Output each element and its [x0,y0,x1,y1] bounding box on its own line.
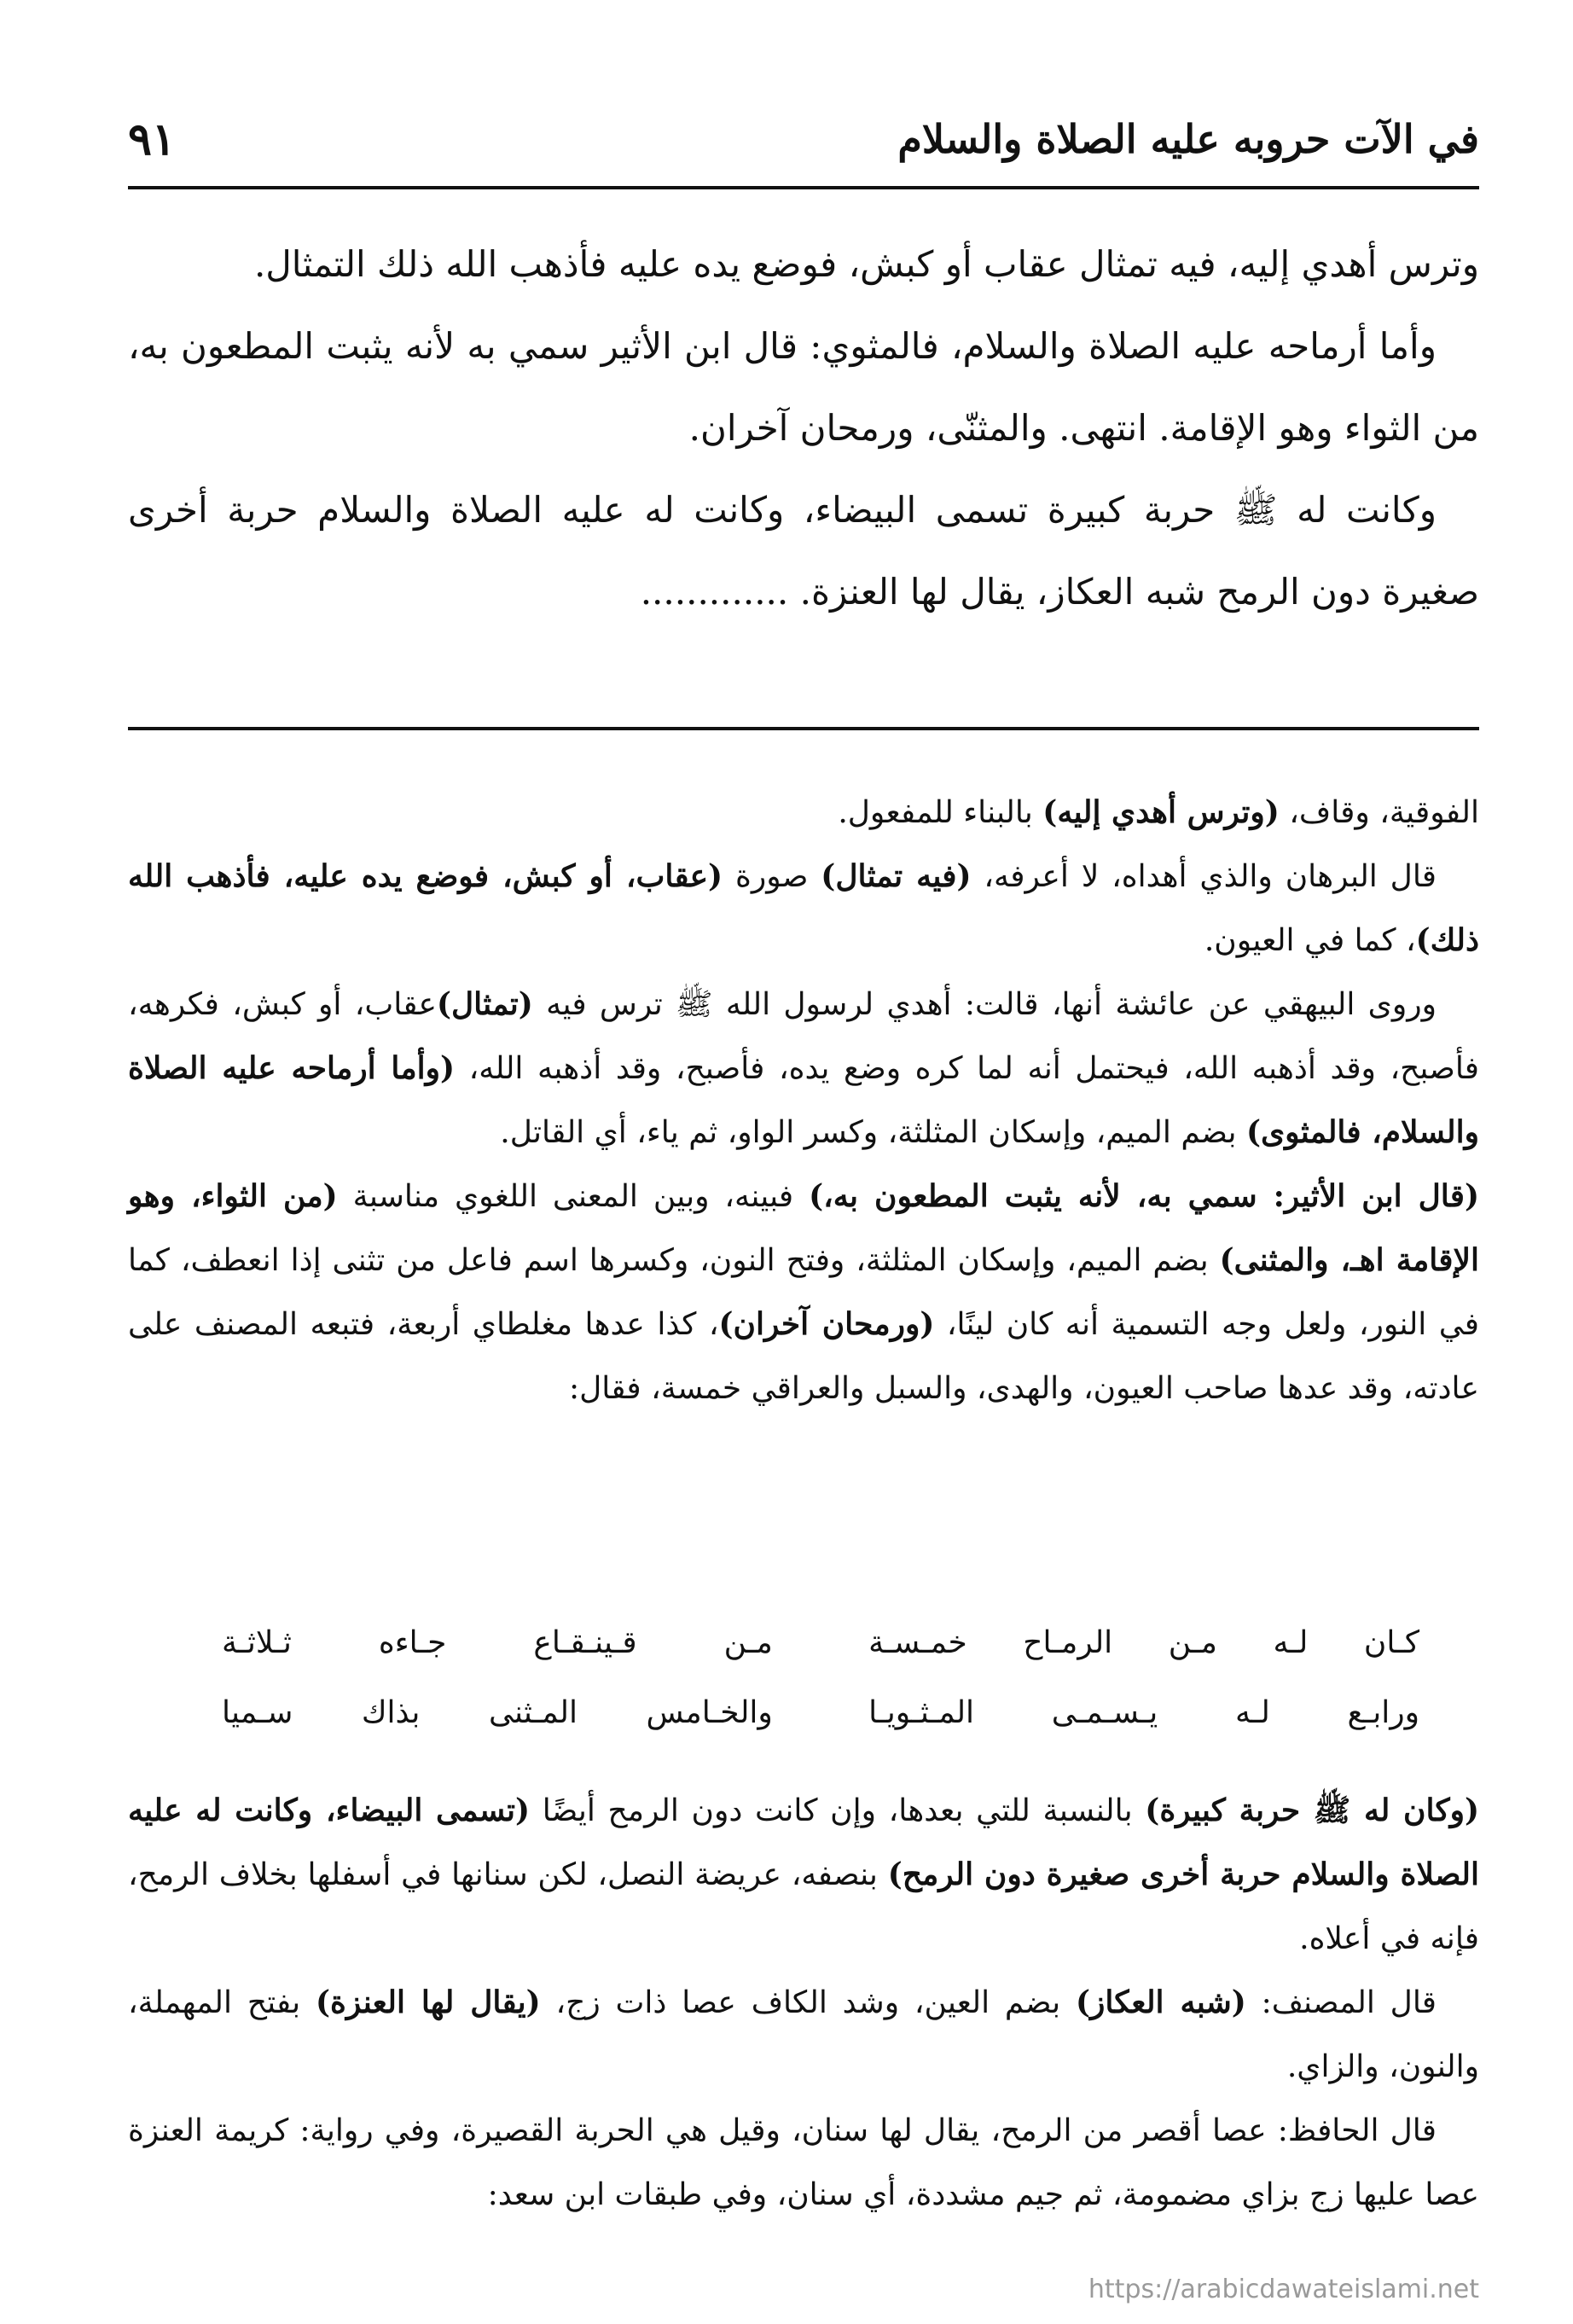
separator-rule [128,727,1479,730]
page-number: ٩١ [128,113,176,166]
commentary-paragraph [128,1971,1479,2099]
header-rule [128,186,1479,189]
commentary-text: الفوقية، وقاف، [1279,795,1479,830]
commentary-text: بفتح المهملة، والنون، والزاي. [128,1985,1479,2084]
commentary-text: قال الحافظ: عصا أقصر من الرمح، يقال لها سنان، وقيل هي الحربة القصيرة، وفي رواية: كريمة العنزة عصا عليها زج بزاي مضمومة، ثم جيم مشددة، أي سنان، وفي طبقات ابن سعد: [128,2113,1479,2212]
commentary-paragraph [128,2099,1479,2227]
quoted-matn: (من الثواء، وهو الإقامة اهـ، والمثنى) [128,1178,1479,1278]
running-title: في الآت حروبه عليه الصلاة والسلام [897,116,1479,162]
commentary-text: فبينه، وبين المعنى اللغوي مناسبة [337,1179,810,1214]
quoted-matn: (تسمى البيضاء، وكانت له عليه الصلاة والسلام حربة أخرى صغيرة دون الرمح) [128,1792,1479,1892]
quoted-matn: (تمثال) [436,986,533,1022]
commentary-text: قال البرهان والذي أهداه، لا أعرفه، [971,859,1437,894]
commentary-text: ، كما في العيون. [1204,923,1416,958]
poem-hemistich-first: ورابـع لـه يـسـمـى المـثـويـا [868,1695,1419,1730]
quoted-matn: (ورمحان آخران) [718,1306,935,1342]
quoted-matn: (وترس أهدي إليه) [1042,794,1280,830]
commentary-paragraph [128,845,1479,973]
watermark-url: https://arabicdawateislami.net [1088,2275,1479,2304]
poem-verse [222,1678,1419,1748]
commentary-paragraph [128,973,1479,1165]
quoted-matn: (يقال لها العنزة) [315,1984,541,2020]
quoted-matn: (فيه تمثال) [821,858,972,894]
commentary-text: بضم الميم، وإسكان المثلثة، وكسر الواو، ثم ياء، أي القاتل. [500,1115,1246,1150]
main-text-paragraph: وأما أرماحه عليه الصلاة والسلام، فالمثوي: قال ابن الأثير سمي به لأنه يثبت المطعون به، من الثواء وهو الإقامة. انتهى. والمثنّى، ورمحان آخران. [128,325,1479,449]
quoted-matn: (عقاب، أو كبش، فوضع يده عليه، فأذهب الله ذلك) [128,858,1479,958]
commentary-paragraph [128,1165,1479,1421]
poem-hemistich-second: مـن قـينـقـاع جـاءه ثـلاثـة [222,1625,773,1660]
page-header [128,101,1479,177]
commentary-paragraph [128,781,1479,845]
quoted-matn: (وأما أرماحه عليه الصلاة والسلام، فالمثوى) [128,1050,1479,1150]
quoted-matn: (وكان له ﷺ حربة كبيرة) [1145,1792,1479,1828]
commentary-text: بالبناء للمفعول. [838,795,1043,830]
commentary-text: صورة [723,859,821,894]
commentary-block-continued [128,1779,1479,2227]
commentary-block [128,781,1479,1421]
main-text [128,224,1479,633]
main-text-paragraph: وكانت له ﷺ حربة كبيرة تسمى البيضاء، وكانت له عليه الصلاة والسلام حربة أخرى صغيرة دون الرمح شبه العكاز، يقال لها العنزة. ............. [128,489,1479,613]
commentary-text: بالنسبة للتي بعدها، وإن كانت دون الرمح أيضًا [530,1793,1146,1828]
commentary-text: ، كذا عدها مغلطاي أربعة، فتبعه المصنف على عادته، وقد عدها صاحب العيون، والهدى، والسبل والعراقي خمسة، فقال: [128,1307,1479,1406]
poem-hemistich-second: والخـامس المـثنى بذاك سـميا [222,1695,773,1730]
quoted-matn: (شبه العكاز) [1075,1984,1246,2020]
commentary-text: بضم العين، وشد الكاف عصا ذات زج، [540,1985,1076,2020]
poem-block [222,1608,1419,1748]
poem-verse [222,1608,1419,1678]
commentary-text: قال المصنف: [1245,1985,1437,2020]
commentary-text: عقاب، أو كبش، فكرهه، فأصبح، وقد أذهبه الله، فيحتمل أنه لما كره وضع يده، فأصبح، وقد أذهبه الله، [128,987,1480,1086]
commentary-text: بنصفه، عريضة النصل، لكن سنانها في أسفلها بخلاف الرمح، فإنه في أعلاه. [128,1857,1479,1956]
commentary-text: وروى البيهقي عن عائشة أنها، قالت: أهدي لرسول الله ﷺ ترس فيه [532,987,1437,1022]
quoted-matn: (قال ابن الأثير: سمي به، لأنه يثبت المطعون به،) [809,1178,1480,1214]
main-text-paragraph: وترس أهدي إليه، فيه تمثال عقاب أو كبش، فوضع يده عليه فأذهب الله ذلك التمثال. [253,243,1479,285]
poem-hemistich-first: كـان لـه مـن الرمـاح خمـسـة [868,1625,1419,1660]
commentary-paragraph [128,1779,1479,1971]
commentary-text: بضم الميم، وإسكان المثلثة، وفتح النون، وكسرها اسم فاعل من تثنى إذا انعطف، كما في النور، ولعل وجه التسمية أنه كان لينًا، [128,1243,1480,1342]
